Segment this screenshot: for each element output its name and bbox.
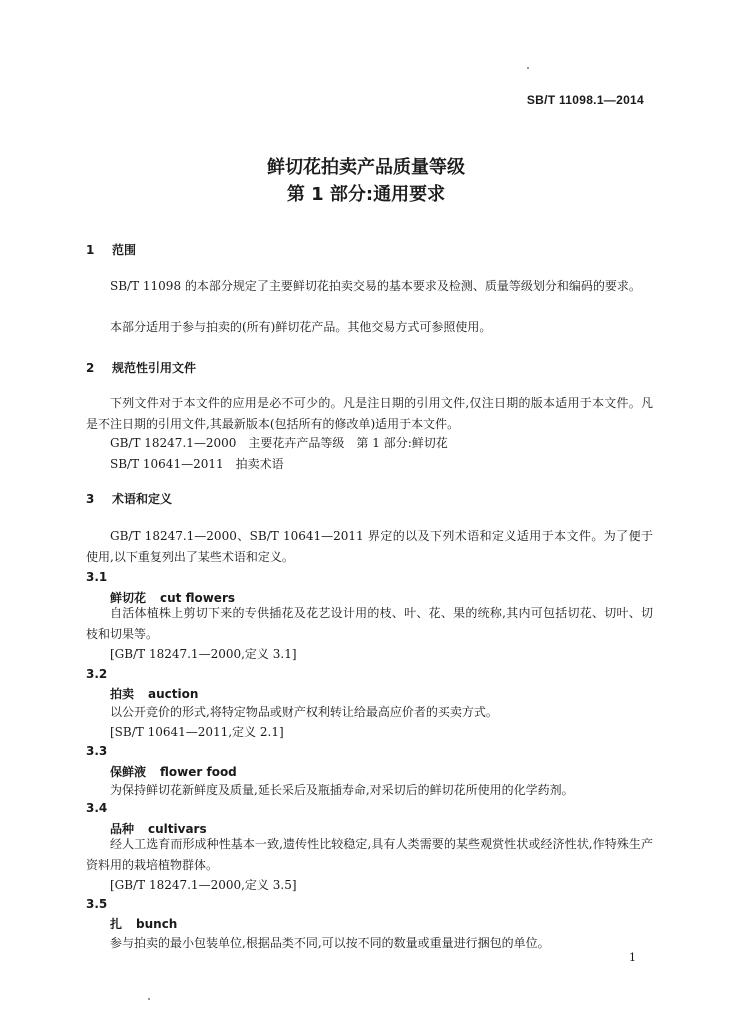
normref-item: GB/T 18247.1—2000 主要花卉产品等级 第 1 部分:鲜切花 [110,436,448,450]
term-definition: 以公开竞价的形式,将特定物品或财产权利转让给最高应价者的买卖方式。 [110,705,498,719]
term-source: [SB/T 10641—2011,定义 2.1] [110,725,284,739]
term-number: 3.4 [86,801,108,815]
normref-item: SB/T 10641—2011 拍卖术语 [110,457,284,471]
term-source: [GB/T 18247.1—2000,定义 3.1] [110,647,297,661]
term-number: 3.5 [86,897,108,911]
term-heading: 拍卖 auction [110,687,199,701]
section-heading-scope: 1 范围 [86,243,137,257]
term-number: 3.1 [86,570,108,584]
page-number: 1 [629,951,636,964]
term-definition: 为保持鲜切花新鲜度及质量,延长采后及瓶插寿命,对采切后的鲜切花所使用的化学药剂。 [110,783,574,797]
term-number: 3.2 [86,667,108,681]
term-definition: 参与拍卖的最小包装单位,根据品类不同,可以按不同的数量或重量进行捆包的单位。 [110,936,550,950]
term-number: 3.3 [86,744,108,758]
doc-subtitle: 第 1 部分:通用要求 [286,184,446,205]
section-heading-terms: 3 术语和定义 [86,492,173,506]
term-source: [GB/T 18247.1—2000,定义 3.5] [110,878,297,892]
term-heading: 扎 bunch [110,917,178,931]
section-heading-normative-references: 2 规范性引用文件 [86,361,197,375]
term-heading: 品种 cultivars [110,822,207,836]
scope-paragraph: SB/T 11098 的本部分规定了主要鲜切花拍卖交易的基本要求及检测、质量等级划分和编码的要求。 [110,279,641,293]
term-definition: 自活体植株上剪切下来的专供插花及花艺设计用的枝、叶、花、果的统称,其内可包括切花、切叶、切枝和切果等。 [86,606,653,641]
term-heading: 保鲜液 flower food [110,765,237,779]
normref-intro: 下列文件对于本文件的应用是必不可少的。凡是注日期的引用文件,仅注日期的版本适用于本文件。凡是不注日期的引用文件,其最新版本(包括所有的修改单)适用于本文件。 [86,396,653,431]
scan-speck [148,998,150,1000]
terms-intro: GB/T 18247.1—2000、SB/T 10641—2011 界定的以及下列术语和定义适用于本文件。为了便于使用,以下重复列出了某些术语和定义。 [86,529,653,564]
scan-speck [527,67,529,69]
doc-title: 鲜切花拍卖产品质量等级 [267,157,465,178]
term-definition: 经人工选育而形成种性基本一致,遗传性比较稳定,具有人类需要的某些观赏性状或经济性状,作特殊生产资料用的栽培植物群体。 [86,837,653,872]
standard-code: SB/T 11098.1—2014 [526,93,644,107]
scope-applicability: 本部分适用于参与拍卖的(所有)鲜切花产品。其他交易方式可参照使用。 [110,320,492,334]
term-heading: 鲜切花 cut flowers [110,591,236,605]
